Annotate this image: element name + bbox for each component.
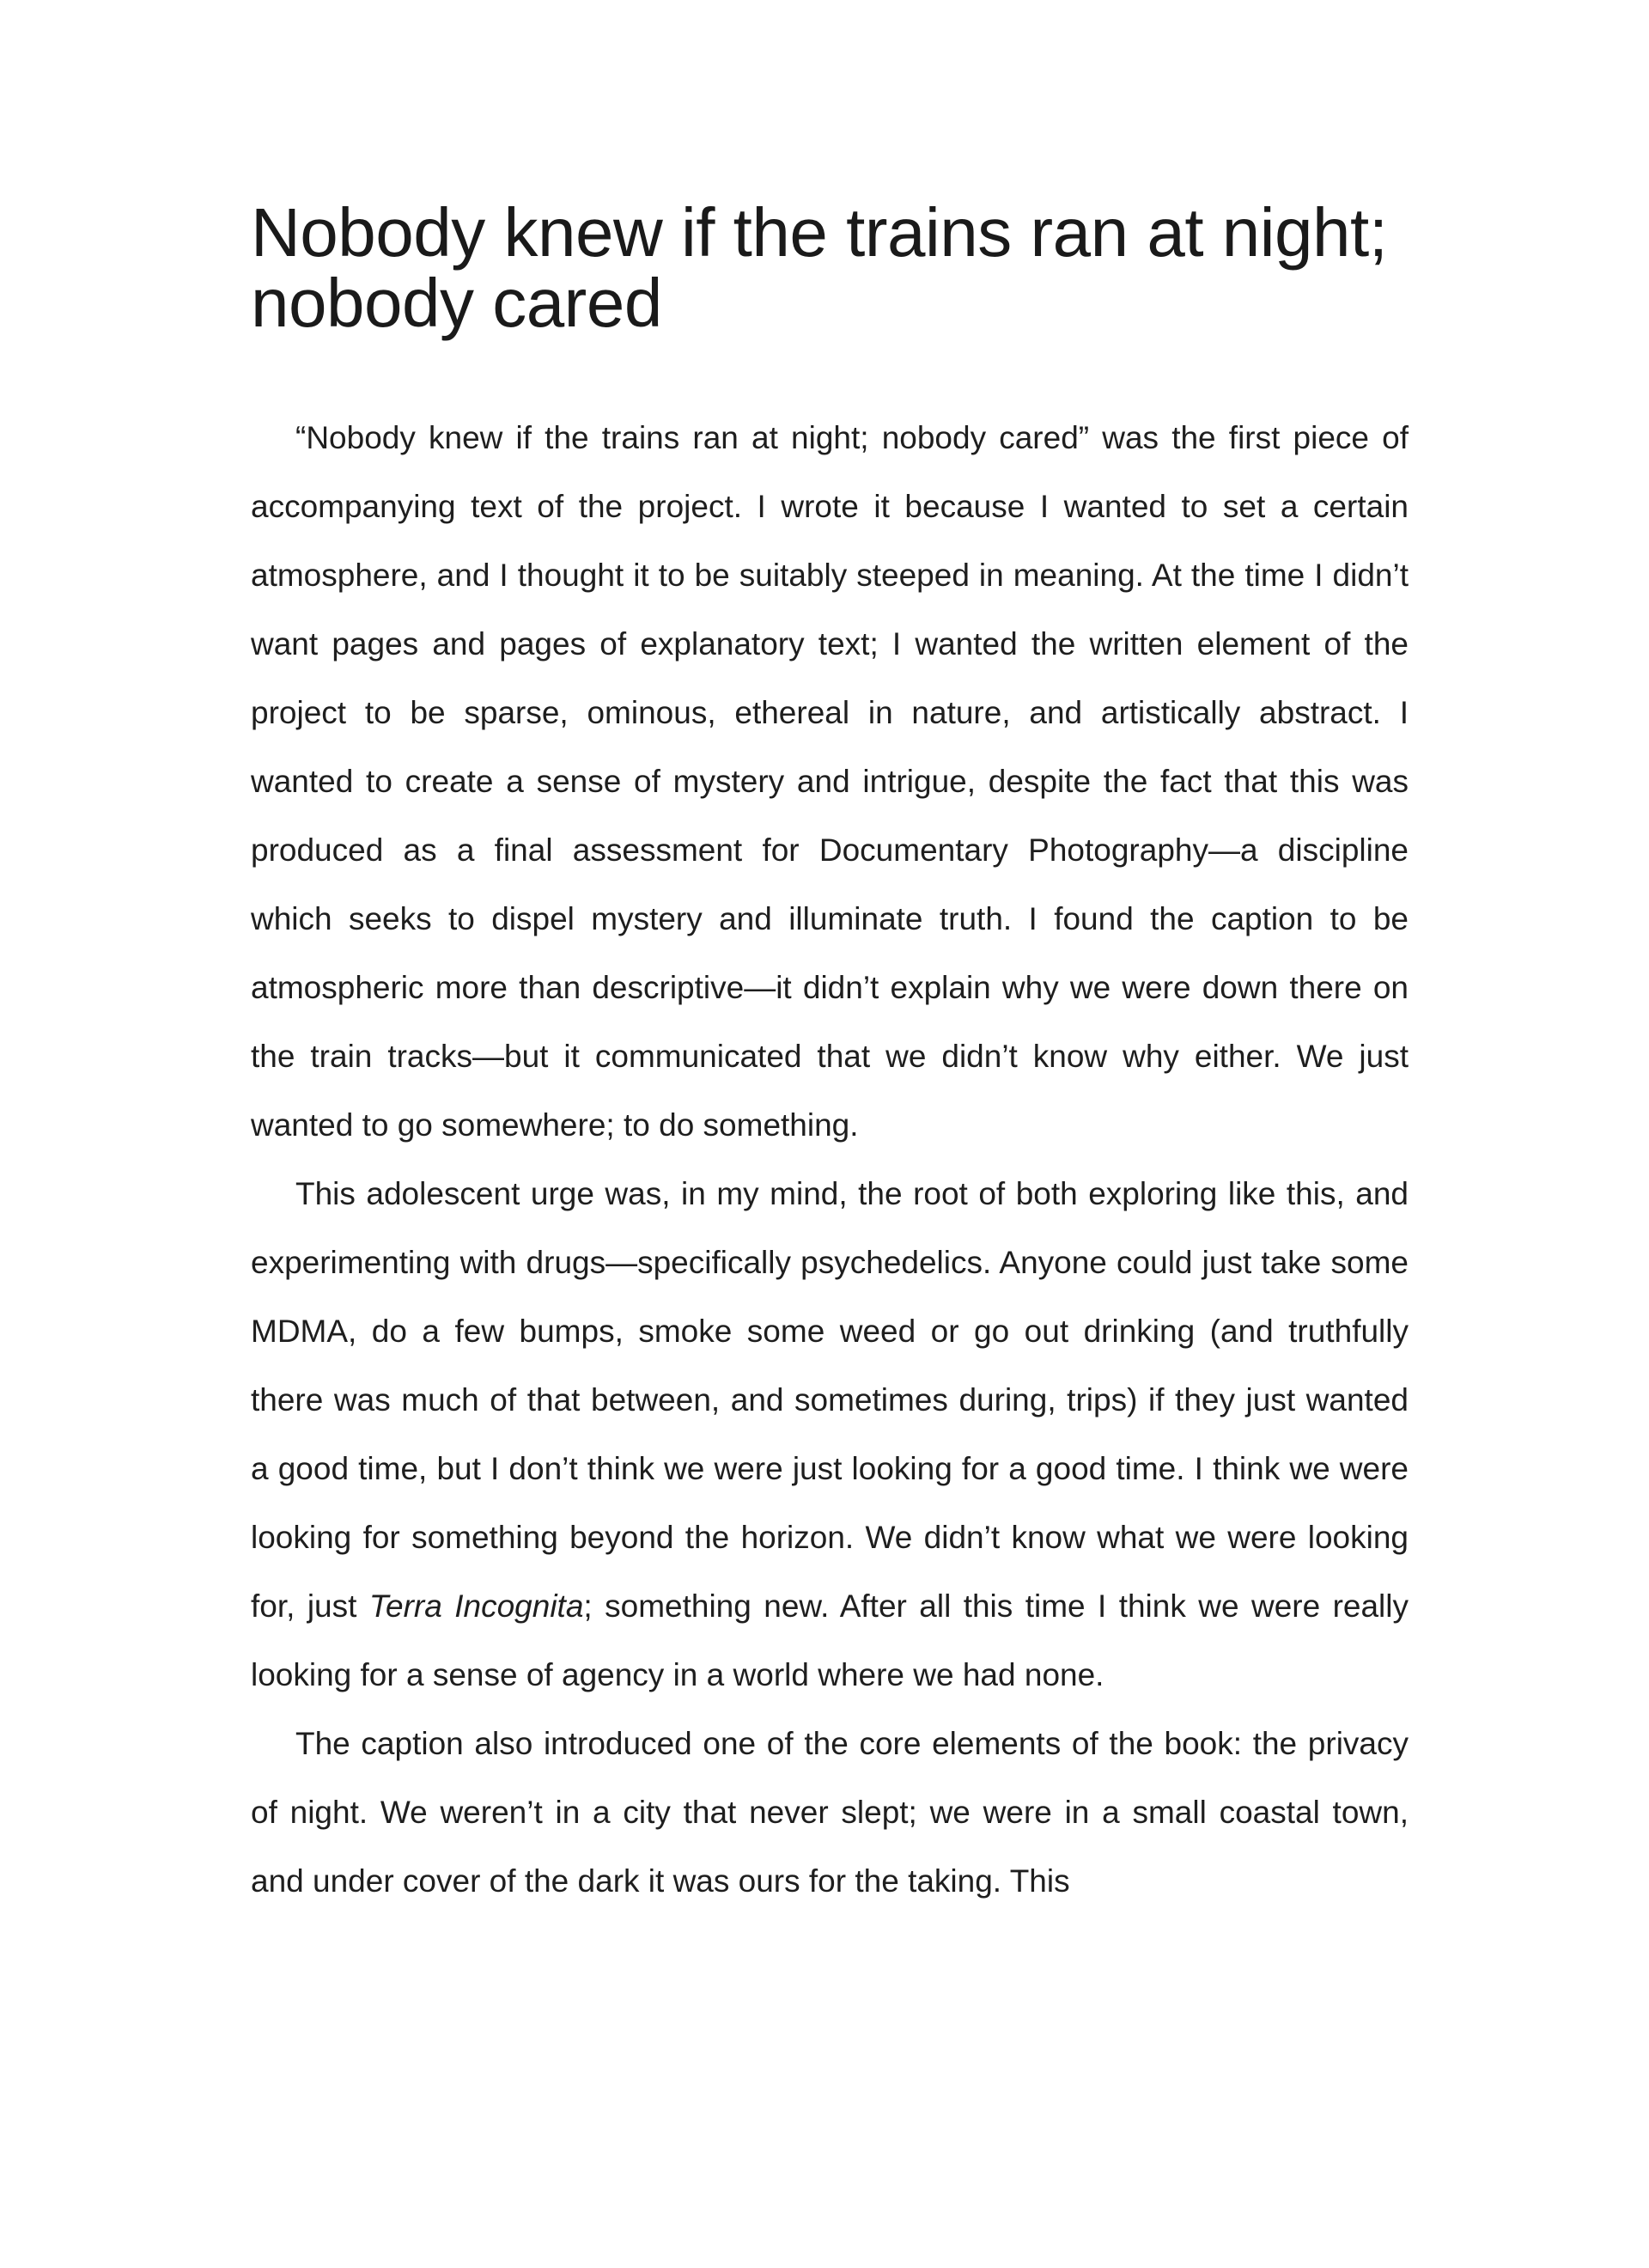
chapter-title-line-1: Nobody knew if the trains ran at night; — [251, 194, 1388, 271]
chapter-title — [251, 194, 1409, 341]
page — [251, 194, 1409, 1916]
body-paragraph-3: The caption also introduced one of the core elements of the book: the privacy of night. We weren’t in a city that never slept; we were in a small coastal town, and under cover of the dark it was ours for the taking. This — [251, 1726, 1409, 1899]
body-paragraph-2 — [251, 1160, 1409, 1710]
paragraph-2-text-end: ; something new. After all this time I think we were really looking for a sense of agency in a world where we had none. — [251, 1588, 1409, 1692]
paragraph-2-text-start: This adolescent urge was, in my mind, the root of both exploring like this, and experimenting with drugs—specifically psychedelics. Anyone could just take some MDMA, do a few bumps, smoke some weed or go out drinking (and truthfully there was much of that between, and sometimes during, trips) if they just wanted a good time, but I don’t think we were just looking for a good time. I think we were looking for something beyond the horizon. We didn’t know what we were looking for, just — [251, 1176, 1409, 1624]
chapter-title-line-2: nobody cared — [251, 265, 662, 341]
italic-phrase: Terra Incognita — [368, 1588, 584, 1624]
body-paragraph-1: “Nobody knew if the trains ran at night; nobody cared” was the first piece of accompanying text of the project. I wrote it because I wanted to set a certain atmosphere, and I thought it to be suitably steeped in meaning. At the time I didn’t want pages and pages of explanatory text; I wanted the written element of the project to be sparse, ominous, ethereal in nature, and artistically abstract. I wanted to create a sense of mystery and intrigue, despite the fact that this was produced as a final assessment for Documentary Photography—a discipline which seeks to dispel mystery and illuminate truth. I found the caption to be atmospheric more than descriptive—it didn’t explain why we were down there on the train tracks—but it communicated that we didn’t know why either. We just wanted to go somewhere; to do something. — [251, 420, 1409, 1143]
